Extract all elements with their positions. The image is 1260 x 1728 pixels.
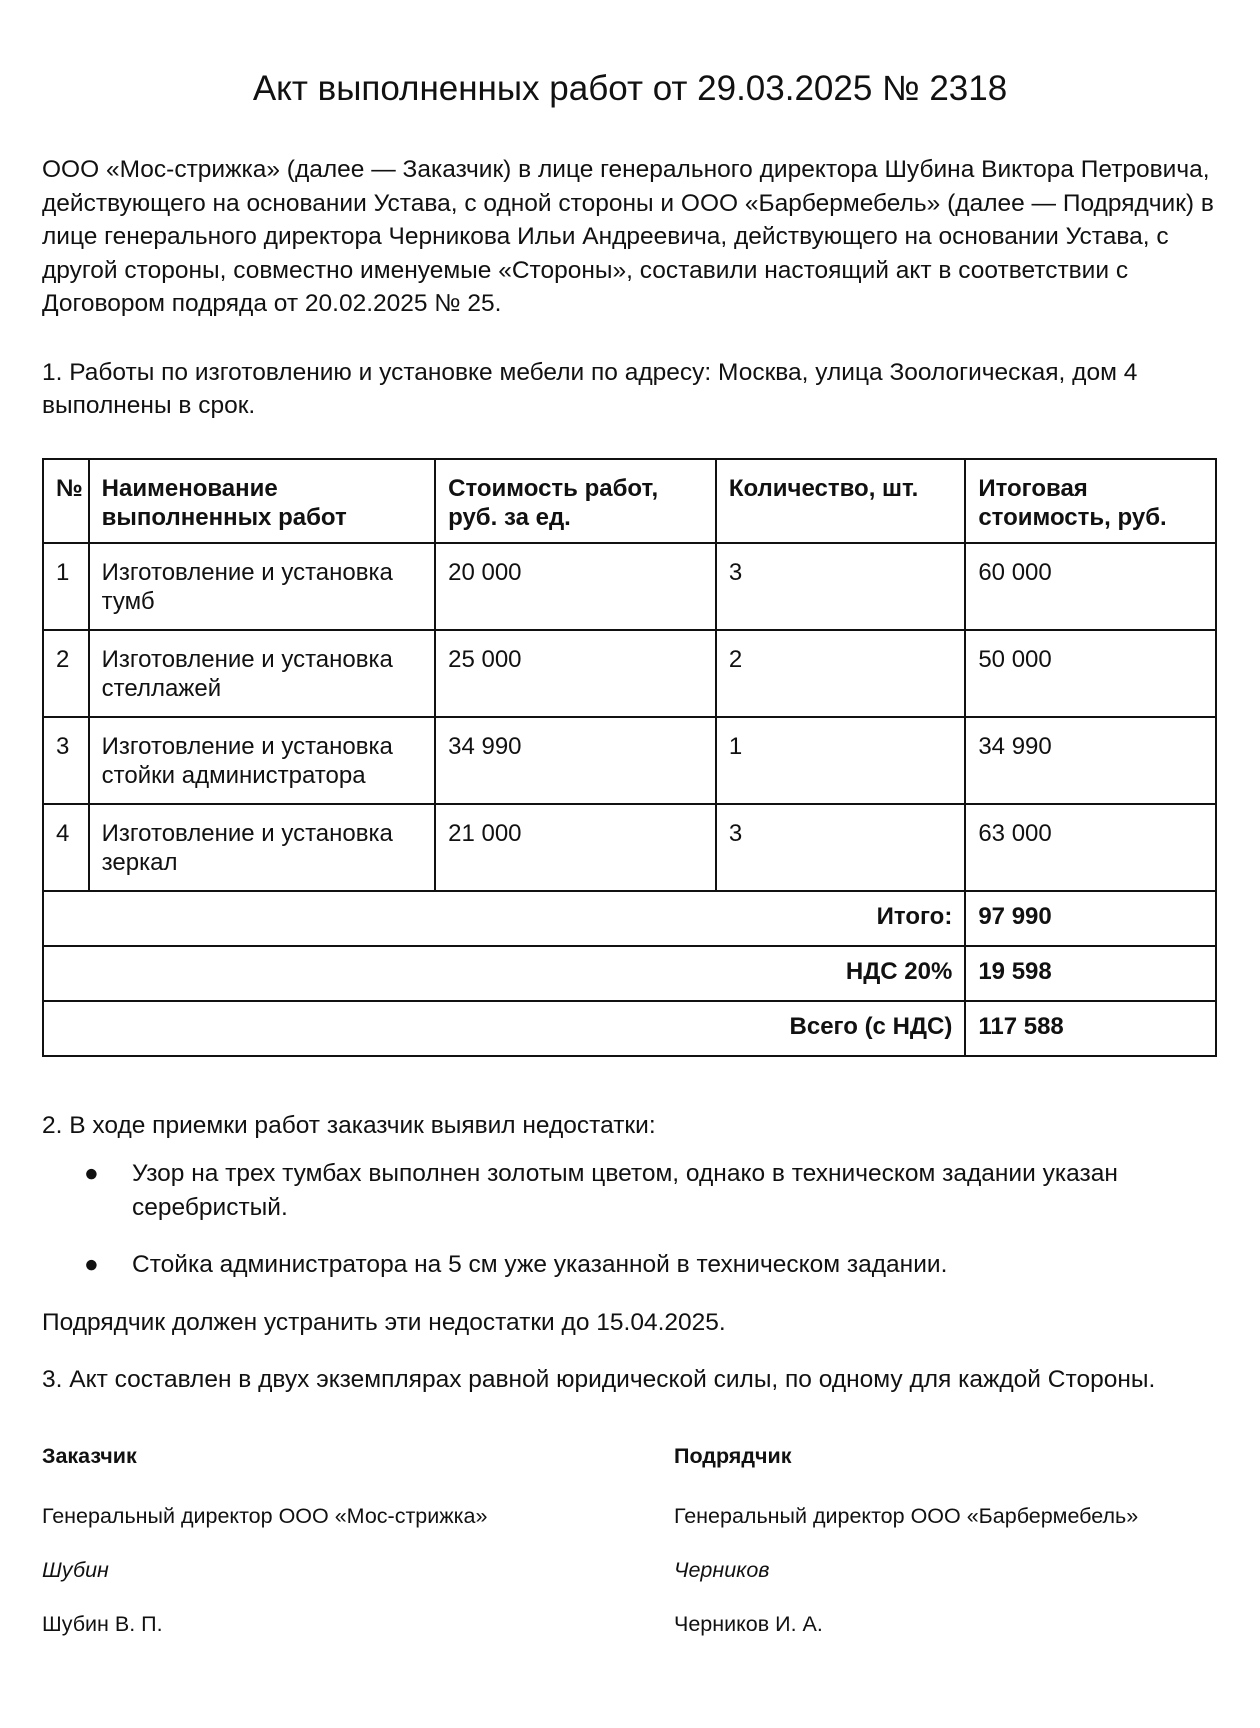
intro-paragraph: ООО «Мос-стрижка» (далее — Заказчик) в лице генерального директора Шубина Виктора Петровича, действующего на основании Устава, с одной стороны и ООО «Барбермебель» (далее — Подрядчик) в лице генерального директора Черникова Ильи Андреевича, действующего на основании Устава, с другой стороны, совместно именуемые «Стороны», составили настоящий акт в соответствии с Договором подряда от 20.02.2025 № 25. bbox=[42, 156, 1214, 317]
customer-name: Шубин В. П. bbox=[42, 1612, 163, 1636]
subtotal-row bbox=[43, 891, 1216, 946]
contractor-signature: Черников bbox=[674, 1558, 770, 1582]
row-number: 1 bbox=[43, 543, 89, 630]
header-unit-price: Стоимость работ, руб. за ед. bbox=[435, 459, 716, 543]
list-item bbox=[84, 1248, 1218, 1282]
customer-position: Генеральный директор ООО «Мос-стрижка» bbox=[42, 1504, 488, 1528]
vat-row bbox=[43, 946, 1216, 1001]
contractor-position: Генеральный директор ООО «Барбермебель» bbox=[674, 1504, 1139, 1528]
header-number: № bbox=[43, 459, 89, 543]
row-quantity: 2 bbox=[716, 630, 966, 717]
row-unit-price: 21 000 bbox=[435, 804, 716, 891]
row-number: 4 bbox=[43, 804, 89, 891]
row-total-cost: 34 990 bbox=[965, 717, 1216, 804]
row-quantity: 3 bbox=[716, 804, 966, 891]
header-total-cost: Итоговая стоимость, руб. bbox=[965, 459, 1216, 543]
defect-text: Стойка администратора на 5 см уже указанной в техническом задании. bbox=[132, 1251, 948, 1278]
subtotal-value: 97 990 bbox=[965, 891, 1216, 946]
table-row bbox=[43, 543, 1216, 630]
defect-text: Узор на трех тумбах выполнен золотым цветом, однако в техническом задании указан серебристый. bbox=[132, 1160, 1118, 1221]
table-header-row bbox=[43, 459, 1216, 543]
contractor-name: Черников И. А. bbox=[674, 1612, 823, 1636]
table-row bbox=[43, 630, 1216, 717]
header-work-name: Наименование выполненных работ bbox=[89, 459, 435, 543]
row-work-name: Изготовление и установка тумб bbox=[89, 543, 435, 630]
row-total-cost: 50 000 bbox=[965, 630, 1216, 717]
row-quantity: 1 bbox=[716, 717, 966, 804]
header-quantity: Количество, шт. bbox=[716, 459, 966, 543]
row-number: 2 bbox=[43, 630, 89, 717]
row-work-name: Изготовление и установка зеркал bbox=[89, 804, 435, 891]
vat-value: 19 598 bbox=[965, 946, 1216, 1001]
row-total-cost: 63 000 bbox=[965, 804, 1216, 891]
row-quantity: 3 bbox=[716, 543, 966, 630]
list-item bbox=[84, 1157, 1218, 1224]
customer-signature-block bbox=[42, 1442, 487, 1664]
customer-signature: Шубин bbox=[42, 1558, 109, 1582]
defects-list bbox=[42, 1157, 1218, 1282]
row-unit-price: 20 000 bbox=[435, 543, 716, 630]
row-number: 3 bbox=[43, 717, 89, 804]
row-unit-price: 25 000 bbox=[435, 630, 716, 717]
row-total-cost: 60 000 bbox=[965, 543, 1216, 630]
clause-1: 1. Работы по изготовлению и установке мебели по адресу: Москва, улица Зоологическая, дом 4 выполнены в срок. bbox=[42, 358, 1138, 419]
table-row bbox=[43, 717, 1216, 804]
contractor-signature-block bbox=[674, 1442, 1138, 1664]
customer-role: Заказчик bbox=[42, 1444, 137, 1468]
contractor-role: Подрядчик bbox=[674, 1444, 792, 1468]
row-unit-price: 34 990 bbox=[435, 717, 716, 804]
works-table bbox=[42, 458, 1217, 1057]
row-work-name: Изготовление и установка стеллажей bbox=[89, 630, 435, 717]
row-work-name: Изготовление и установка стойки администратора bbox=[89, 717, 435, 804]
vat-label: НДС 20% bbox=[43, 946, 965, 1001]
bullet-icon: ● bbox=[84, 1160, 99, 1187]
deadline-paragraph: Подрядчик должен устранить эти недостатки до 15.04.2025. bbox=[42, 1308, 726, 1336]
grand-total-label: Всего (с НДС) bbox=[43, 1001, 965, 1056]
subtotal-label: Итого: bbox=[43, 891, 965, 946]
table-row bbox=[43, 804, 1216, 891]
clause-3: 3. Акт составлен в двух экземплярах равной юридической силы, по одному для каждой Стороны. bbox=[42, 1366, 1156, 1393]
bullet-icon: ● bbox=[84, 1251, 99, 1278]
clause-2: 2. В ходе приемки работ заказчик выявил недостатки: bbox=[42, 1111, 656, 1139]
grand-total-row bbox=[43, 1001, 1216, 1056]
grand-total-value: 117 588 bbox=[965, 1001, 1216, 1056]
document-title: Акт выполненных работ от 29.03.2025 № 2318 bbox=[252, 69, 1008, 108]
